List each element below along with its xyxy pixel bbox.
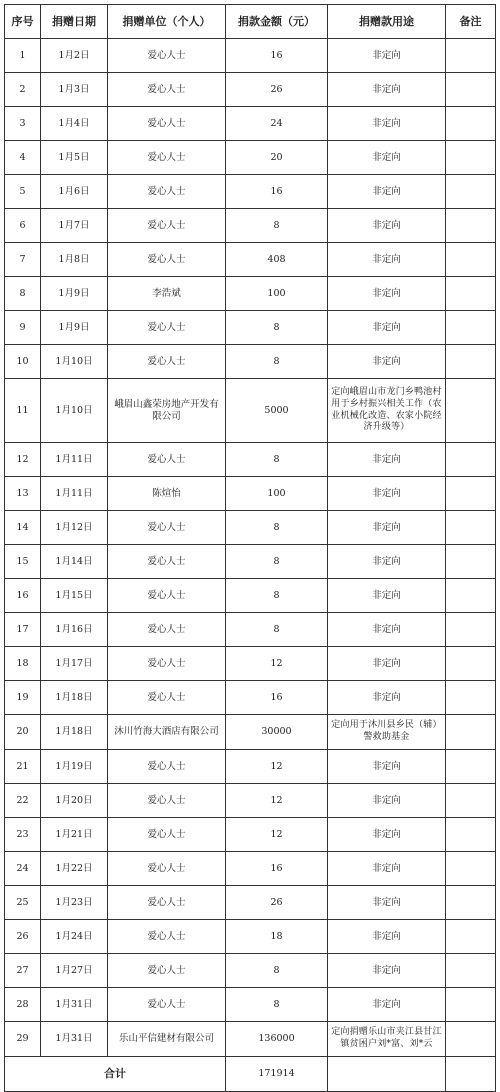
cell-note xyxy=(446,920,496,954)
table-row xyxy=(5,243,496,277)
cell-amount: 8 xyxy=(226,954,328,988)
cell-use: 非定向 xyxy=(328,579,446,613)
cell-amount: 8 xyxy=(226,443,328,477)
cell-seq: 3 xyxy=(5,107,41,141)
cell-seq: 22 xyxy=(5,784,41,818)
table-row xyxy=(5,379,496,443)
cell-note xyxy=(446,681,496,715)
cell-use: 非定向 xyxy=(328,73,446,107)
cell-amount: 20 xyxy=(226,141,328,175)
table-row xyxy=(5,988,496,1022)
cell-seq: 10 xyxy=(5,345,41,379)
header-use: 捐赠款用途 xyxy=(328,5,446,39)
total-note-cell xyxy=(446,1057,496,1092)
cell-note xyxy=(446,39,496,73)
cell-seq: 17 xyxy=(5,613,41,647)
header-row xyxy=(5,5,496,39)
cell-donor: 爱心人士 xyxy=(108,345,226,379)
cell-note xyxy=(446,511,496,545)
cell-seq: 8 xyxy=(5,277,41,311)
table-row xyxy=(5,852,496,886)
cell-use: 非定向 xyxy=(328,277,446,311)
cell-seq: 14 xyxy=(5,511,41,545)
cell-donor: 爱心人士 xyxy=(108,73,226,107)
cell-amount: 16 xyxy=(226,681,328,715)
cell-donor: 爱心人士 xyxy=(108,613,226,647)
cell-use: 非定向 xyxy=(328,647,446,681)
cell-use: 非定向 xyxy=(328,954,446,988)
cell-use: 非定向 xyxy=(328,209,446,243)
cell-use: 定向捐赠乐山市夹江县甘江镇贫困户刘*富、刘*云 xyxy=(328,1022,446,1057)
table-row xyxy=(5,647,496,681)
cell-amount: 100 xyxy=(226,277,328,311)
table-row xyxy=(5,175,496,209)
cell-seq: 4 xyxy=(5,141,41,175)
cell-donor: 陈煊怡 xyxy=(108,477,226,511)
cell-note xyxy=(446,715,496,750)
cell-donor: 爱心人士 xyxy=(108,443,226,477)
cell-use: 非定向 xyxy=(328,243,446,277)
cell-seq: 21 xyxy=(5,750,41,784)
header-date: 捐赠日期 xyxy=(41,5,108,39)
cell-amount: 8 xyxy=(226,345,328,379)
cell-note xyxy=(446,988,496,1022)
table-row xyxy=(5,277,496,311)
cell-use: 非定向 xyxy=(328,886,446,920)
cell-date: 1月3日 xyxy=(41,73,108,107)
donation-table xyxy=(4,4,496,1092)
cell-seq: 13 xyxy=(5,477,41,511)
cell-donor: 爱心人士 xyxy=(108,818,226,852)
cell-amount: 100 xyxy=(226,477,328,511)
cell-amount: 16 xyxy=(226,175,328,209)
cell-donor: 爱心人士 xyxy=(108,954,226,988)
table-row xyxy=(5,954,496,988)
cell-amount: 26 xyxy=(226,73,328,107)
cell-date: 1月7日 xyxy=(41,209,108,243)
cell-donor: 爱心人士 xyxy=(108,579,226,613)
cell-date: 1月31日 xyxy=(41,988,108,1022)
cell-note xyxy=(446,209,496,243)
cell-seq: 16 xyxy=(5,579,41,613)
cell-use: 非定向 xyxy=(328,511,446,545)
cell-date: 1月9日 xyxy=(41,311,108,345)
cell-donor: 爱心人士 xyxy=(108,784,226,818)
cell-note xyxy=(446,175,496,209)
cell-use: 非定向 xyxy=(328,920,446,954)
cell-donor: 爱心人士 xyxy=(108,175,226,209)
cell-seq: 29 xyxy=(5,1022,41,1057)
cell-date: 1月12日 xyxy=(41,511,108,545)
cell-amount: 12 xyxy=(226,647,328,681)
cell-donor: 爱心人士 xyxy=(108,920,226,954)
cell-note xyxy=(446,277,496,311)
cell-amount: 12 xyxy=(226,784,328,818)
cell-date: 1月9日 xyxy=(41,277,108,311)
cell-amount: 24 xyxy=(226,107,328,141)
cell-amount: 18 xyxy=(226,920,328,954)
cell-donor: 爱心人士 xyxy=(108,988,226,1022)
cell-seq: 27 xyxy=(5,954,41,988)
cell-note xyxy=(446,345,496,379)
cell-donor: 爱心人士 xyxy=(108,107,226,141)
cell-note xyxy=(446,613,496,647)
cell-donor: 爱心人士 xyxy=(108,243,226,277)
cell-seq: 7 xyxy=(5,243,41,277)
cell-amount: 8 xyxy=(226,579,328,613)
cell-note xyxy=(446,852,496,886)
cell-use: 非定向 xyxy=(328,613,446,647)
cell-date: 1月23日 xyxy=(41,886,108,920)
cell-note xyxy=(446,477,496,511)
header-note: 备注 xyxy=(446,5,496,39)
cell-donor: 峨眉山鑫荣房地产开发有限公司 xyxy=(108,379,226,443)
cell-note xyxy=(446,1022,496,1057)
cell-amount: 136000 xyxy=(226,1022,328,1057)
table-row xyxy=(5,545,496,579)
cell-note xyxy=(446,379,496,443)
table-row xyxy=(5,1022,496,1057)
cell-use: 非定向 xyxy=(328,443,446,477)
cell-seq: 11 xyxy=(5,379,41,443)
cell-date: 1月10日 xyxy=(41,345,108,379)
table-row xyxy=(5,311,496,345)
cell-amount: 5000 xyxy=(226,379,328,443)
table-row xyxy=(5,750,496,784)
cell-note xyxy=(446,73,496,107)
cell-use: 非定向 xyxy=(328,681,446,715)
cell-use: 非定向 xyxy=(328,477,446,511)
cell-date: 1月11日 xyxy=(41,443,108,477)
cell-amount: 12 xyxy=(226,818,328,852)
cell-date: 1月4日 xyxy=(41,107,108,141)
cell-amount: 30000 xyxy=(226,715,328,750)
cell-seq: 18 xyxy=(5,647,41,681)
cell-date: 1月19日 xyxy=(41,750,108,784)
table-row xyxy=(5,209,496,243)
cell-amount: 26 xyxy=(226,886,328,920)
cell-seq: 15 xyxy=(5,545,41,579)
cell-note xyxy=(446,647,496,681)
cell-donor: 乐山平信建材有限公司 xyxy=(108,1022,226,1057)
cell-use: 定向峨眉山市龙门乡鸭池村用于乡村振兴相关工作（农业机械化改造、农家小院经济升级等） xyxy=(328,379,446,443)
table-row xyxy=(5,613,496,647)
table-row xyxy=(5,141,496,175)
cell-note xyxy=(446,107,496,141)
cell-donor: 爱心人士 xyxy=(108,647,226,681)
cell-amount: 8 xyxy=(226,613,328,647)
cell-seq: 6 xyxy=(5,209,41,243)
total-label: 合计 xyxy=(5,1057,226,1092)
cell-seq: 1 xyxy=(5,39,41,73)
cell-donor: 李浩斌 xyxy=(108,277,226,311)
cell-note xyxy=(446,311,496,345)
header-amount: 捐款金额（元） xyxy=(226,5,328,39)
cell-use: 非定向 xyxy=(328,175,446,209)
cell-amount: 8 xyxy=(226,545,328,579)
table-row xyxy=(5,345,496,379)
cell-seq: 23 xyxy=(5,818,41,852)
header-donor: 捐赠单位（个人） xyxy=(108,5,226,39)
cell-note xyxy=(446,818,496,852)
cell-seq: 25 xyxy=(5,886,41,920)
table-row xyxy=(5,715,496,750)
cell-amount: 8 xyxy=(226,511,328,545)
table-body xyxy=(5,39,496,1057)
table-row xyxy=(5,107,496,141)
cell-date: 1月6日 xyxy=(41,175,108,209)
cell-use: 非定向 xyxy=(328,988,446,1022)
cell-amount: 8 xyxy=(226,209,328,243)
cell-seq: 12 xyxy=(5,443,41,477)
cell-note xyxy=(446,784,496,818)
cell-use: 非定向 xyxy=(328,750,446,784)
cell-date: 1月21日 xyxy=(41,818,108,852)
cell-donor: 爱心人士 xyxy=(108,681,226,715)
cell-seq: 20 xyxy=(5,715,41,750)
cell-use: 非定向 xyxy=(328,818,446,852)
cell-donor: 爱心人士 xyxy=(108,209,226,243)
header-seq: 序号 xyxy=(5,5,41,39)
cell-note xyxy=(446,545,496,579)
cell-date: 1月24日 xyxy=(41,920,108,954)
cell-date: 1月8日 xyxy=(41,243,108,277)
total-row xyxy=(5,1057,496,1092)
cell-date: 1月22日 xyxy=(41,852,108,886)
cell-use: 非定向 xyxy=(328,784,446,818)
cell-amount: 16 xyxy=(226,39,328,73)
cell-seq: 24 xyxy=(5,852,41,886)
cell-use: 非定向 xyxy=(328,545,446,579)
cell-donor: 爱心人士 xyxy=(108,39,226,73)
table-row xyxy=(5,579,496,613)
cell-note xyxy=(446,243,496,277)
cell-donor: 沐川竹海大酒店有限公司 xyxy=(108,715,226,750)
cell-note xyxy=(446,579,496,613)
cell-amount: 8 xyxy=(226,311,328,345)
cell-date: 1月15日 xyxy=(41,579,108,613)
table-row xyxy=(5,681,496,715)
table-row xyxy=(5,443,496,477)
cell-seq: 5 xyxy=(5,175,41,209)
cell-use: 非定向 xyxy=(328,141,446,175)
cell-use: 定向用于沐川县乡民（辅）警救助基金 xyxy=(328,715,446,750)
cell-date: 1月5日 xyxy=(41,141,108,175)
cell-donor: 爱心人士 xyxy=(108,852,226,886)
table-row xyxy=(5,818,496,852)
cell-amount: 12 xyxy=(226,750,328,784)
cell-date: 1月20日 xyxy=(41,784,108,818)
cell-use: 非定向 xyxy=(328,345,446,379)
cell-date: 1月10日 xyxy=(41,379,108,443)
cell-seq: 28 xyxy=(5,988,41,1022)
table-row xyxy=(5,39,496,73)
cell-date: 1月18日 xyxy=(41,681,108,715)
cell-donor: 爱心人士 xyxy=(108,545,226,579)
cell-date: 1月11日 xyxy=(41,477,108,511)
table-row xyxy=(5,477,496,511)
cell-note xyxy=(446,954,496,988)
cell-use: 非定向 xyxy=(328,852,446,886)
table-row xyxy=(5,784,496,818)
table-row xyxy=(5,511,496,545)
cell-donor: 爱心人士 xyxy=(108,311,226,345)
cell-use: 非定向 xyxy=(328,39,446,73)
cell-note xyxy=(446,750,496,784)
cell-date: 1月27日 xyxy=(41,954,108,988)
cell-note xyxy=(446,443,496,477)
cell-donor: 爱心人士 xyxy=(108,886,226,920)
cell-date: 1月16日 xyxy=(41,613,108,647)
cell-use: 非定向 xyxy=(328,311,446,345)
cell-date: 1月17日 xyxy=(41,647,108,681)
cell-date: 1月31日 xyxy=(41,1022,108,1057)
total-amount: 171914 xyxy=(226,1057,328,1092)
cell-donor: 爱心人士 xyxy=(108,750,226,784)
cell-seq: 19 xyxy=(5,681,41,715)
cell-date: 1月14日 xyxy=(41,545,108,579)
cell-donor: 爱心人士 xyxy=(108,511,226,545)
cell-amount: 8 xyxy=(226,988,328,1022)
cell-amount: 16 xyxy=(226,852,328,886)
cell-date: 1月18日 xyxy=(41,715,108,750)
cell-use: 非定向 xyxy=(328,107,446,141)
cell-note xyxy=(446,141,496,175)
cell-date: 1月2日 xyxy=(41,39,108,73)
cell-donor: 爱心人士 xyxy=(108,141,226,175)
table-row xyxy=(5,920,496,954)
cell-seq: 26 xyxy=(5,920,41,954)
total-use-cell xyxy=(328,1057,446,1092)
cell-seq: 9 xyxy=(5,311,41,345)
table-row xyxy=(5,886,496,920)
cell-note xyxy=(446,886,496,920)
cell-amount: 408 xyxy=(226,243,328,277)
table-row xyxy=(5,73,496,107)
cell-seq: 2 xyxy=(5,73,41,107)
